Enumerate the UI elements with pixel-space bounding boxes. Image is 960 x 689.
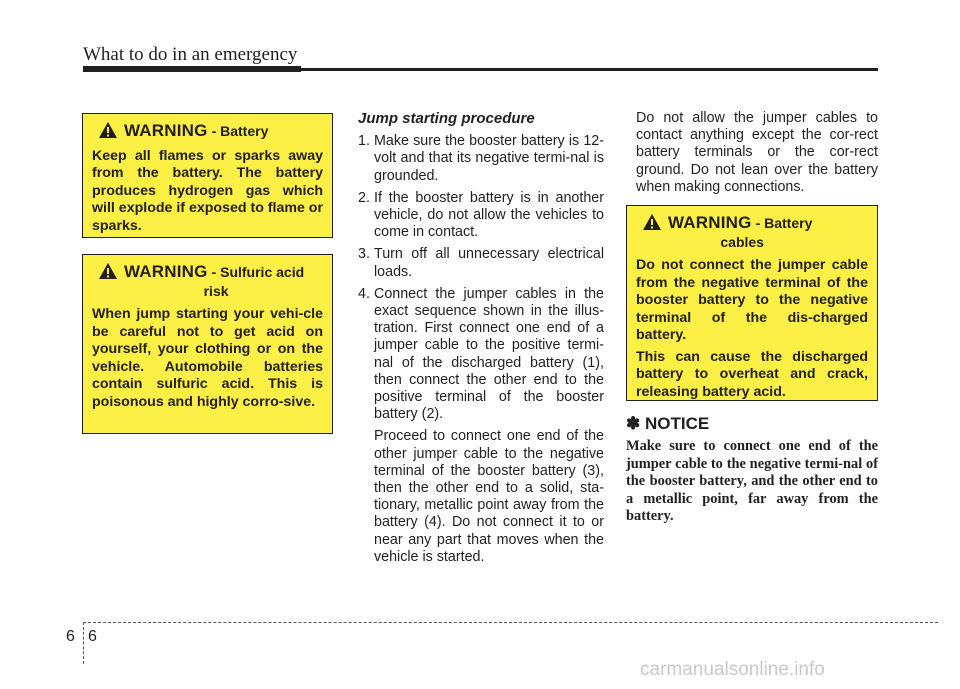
warning-box-battery: [82, 113, 333, 238]
step-number: 2.: [358, 189, 370, 206]
warning-subject: - Sulfuric acid: [211, 264, 305, 280]
footer-rule: [83, 622, 938, 623]
warning-header: [92, 122, 323, 142]
warning-subject: - Battery: [755, 215, 813, 231]
warning-body: Do not connect the jumper cable from the negative terminal of the booster battery to the negative terminal of the dis-charged battery.: [636, 257, 868, 343]
list-item: [358, 246, 604, 280]
list-item: [358, 190, 604, 242]
page-chapter-number: 6: [66, 628, 75, 645]
warning-body: When jump starting your vehi-cle be careful not to get acid on yourself, your clothing or on the vehicle. Automobile batteries contain sulfuric acid. This is poisonous and highly corro-sive.: [92, 306, 323, 410]
step-number: 1.: [358, 133, 370, 150]
notice-block: [626, 414, 878, 526]
warning-body: This can cause the discharged battery to overheat and crack, releasing battery acid.: [636, 348, 868, 400]
step-text: Turn off all unnecessary electrical loads.: [374, 246, 604, 280]
step-text: Connect the jumper cables in the exact sequence shown in the illus-tration. First connect one end of a jumper cable to the positive termi-nal of the discharged battery (1), then connect the other end to the positive terminal of the booster battery (2).: [374, 285, 604, 423]
warning-subject: - Battery: [211, 123, 269, 139]
warning-word: WARNING: [668, 213, 752, 232]
warning-triangle-icon: [642, 213, 662, 231]
warning-triangle-icon: [98, 262, 118, 280]
header-rule-accent: [83, 66, 301, 72]
warning-word: WARNING: [124, 262, 208, 281]
warning-body: Keep all flames or sparks away from the battery. The battery produces hydrogen gas which will explode if exposed to flame or sparks.: [92, 147, 323, 234]
warning-word: WARNING: [124, 121, 208, 140]
list-item: [358, 133, 604, 185]
step-number: 3.: [358, 246, 370, 263]
page-number: 6: [88, 628, 97, 645]
footer-divider: [83, 622, 84, 664]
notice-body: Make sure to connect one end of the jumper cable to the negative termi-nal of the booster battery, and the other end to a metallic point, far away from the battery.: [626, 438, 878, 524]
procedure-steps: [358, 133, 604, 423]
watermark: carmanualsonline.info: [640, 659, 825, 680]
step-number: 4.: [358, 285, 370, 302]
warning-header: [636, 214, 868, 251]
warning-box-battery-cables: [626, 205, 878, 401]
page-header-title: What to do in an emergency: [83, 44, 298, 65]
warning-subject-line2: cables: [720, 233, 764, 250]
notice-title: ✽ NOTICE: [626, 414, 710, 433]
step-text: If the booster battery is in another vehicle, do not allow the vehicles to come in contact.: [374, 189, 604, 241]
warning-header: [92, 263, 323, 300]
step-text: Make sure the booster battery is 12-volt and that its negative termi-nal is grounded.: [374, 133, 604, 184]
section-title: Jump starting procedure: [358, 110, 535, 127]
warning-triangle-icon: [98, 121, 118, 139]
warning-subject-line2: risk: [203, 282, 229, 299]
warning-box-sulfuric-acid: [82, 254, 333, 434]
list-item: [358, 286, 604, 424]
step4-continued: Proceed to connect one end of the other jumper cable to the negative terminal of the booster battery (3), then the other end to a solid, sta-tionary, metallic point away from the battery (4). Do not connect it to or near any part that moves when the vehicle is started.: [374, 428, 604, 565]
cable-caution-text: Do not allow the jumper cables to contact anything except the cor-rect battery terminals or the cor-rect ground. Do not lean over the battery when making connections.: [636, 110, 878, 195]
procedure-column: [358, 110, 604, 566]
